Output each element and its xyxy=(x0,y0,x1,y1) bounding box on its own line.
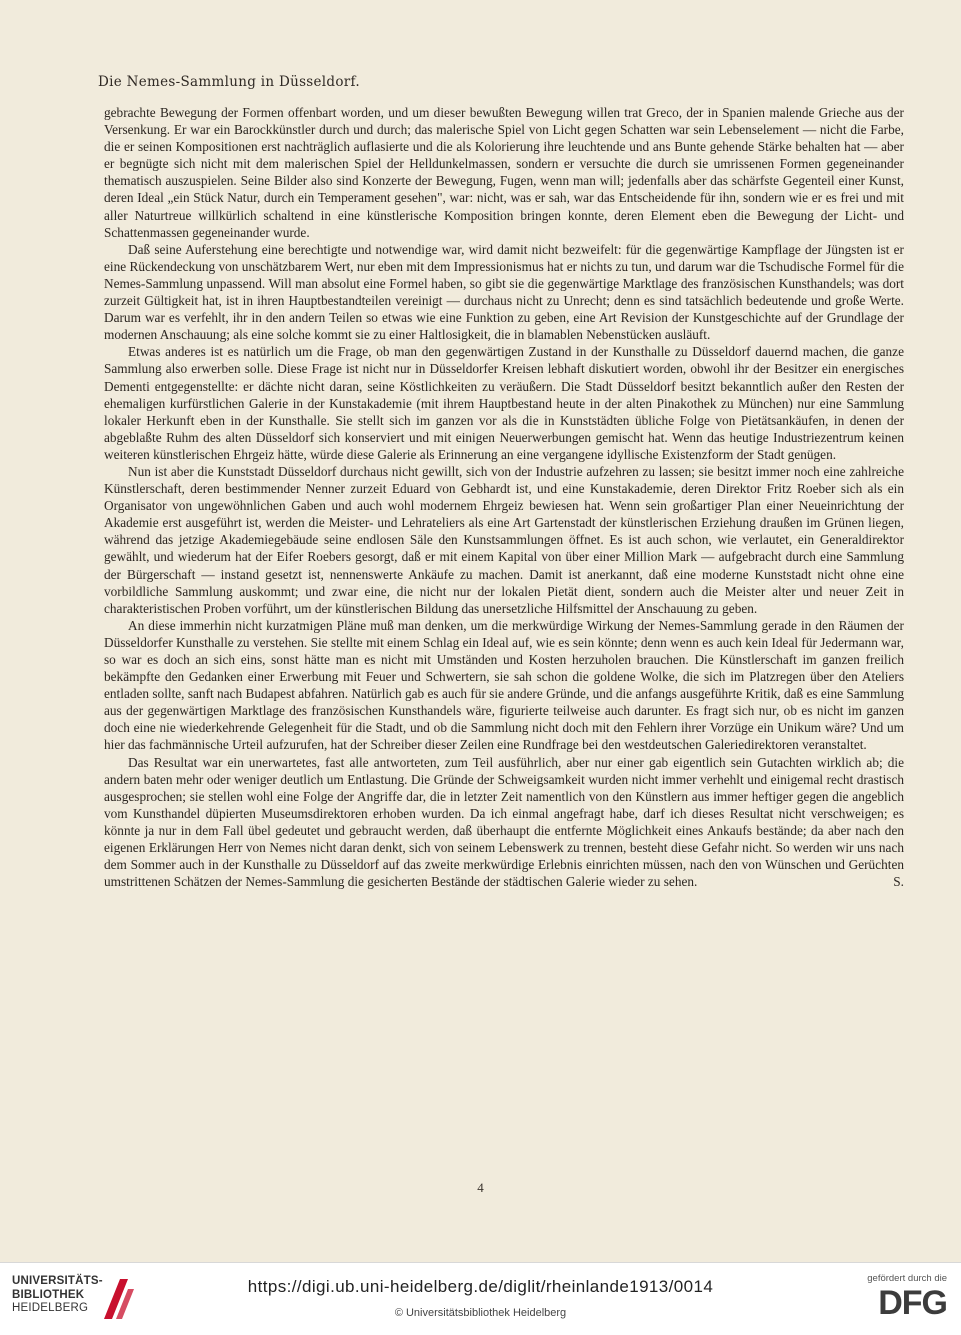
paragraph-1: gebrachte Bewegung der Formen offenbart worden, und um dieser bewußten Bewegung willen trat Greco, der in Spanien malende Grieche aus der Versenkung. Er war ein Barockkünstler durch und durch; das malerische Spiel von Licht gegen Schatten war sein Lebenselement — nicht die Farbe, die er seinen Kompositionen erst nachträglich auflasierte und die als Kolorierung ihre leuchtende und ans Bunte gehende Stärke behalten hat — aber er begnügte sich nicht mit dem malerischen Spiel der Helldunkelmassen, sondern er versuchte die durch sie umrissenen Formen gegeneinander thematisch auszuspielen. Seine Bilder also sind Konzerte der Bewegung, Fugen, wenn man will; jedenfalls aber das schärfste Gegenteil einer Kunst, deren Ideal „ein Stück Natur, durch ein Temperament gesehen", war: nicht, was er sah, war das Entscheidende für ihn, sondern wie er es frei und mit aller Naturtreue willkürlich schaltend in eine künstlerische Komposition bringen konnte, deren Element eben die Bewegung der Licht- und Schattenmassen gegeneinander wurde. xyxy=(104,105,904,240)
paragraph-4: Nun ist aber die Kunststadt Düsseldorf durchaus nicht gewillt, sich von der Industrie aufzehren zu lassen; sie besitzt immer noch eine zahlreiche Künstlerschaft, deren bestimmender Nenner zurzeit Eduard von Gebhardt ist, und eine Kunstakademie, deren Direktor Fritz Roeber sich als ein Organisator von ungewöhnlichen Gaben und auch wohl modernem Ehrgeiz bewiesen hat. Wenn sein großartiger Plan einer Neueinrichtung der Akademie erst ausgeführt ist, werden die Meister- und Lehrateliers als eine Art Gartenstadt der künstlerischen Erziehung draußen im Grünen liegen, während das jetzige Akademiegebäude seine endlosen Säle den Kunstsammlungen öffnet. Es ist auch schon, wie verlautet, ein Generaldirektor gewählt, und wiederum hat der Eifer Roebers gesorgt, daß er mit einem Kapital von über einer Million Mark — aufgebracht durch eine Sammlung der Bürgerschaft — instand gesetzt ist, nennenswerte Ankäufe zu machen. Damit ist anerkannt, daß eine moderne Kunststadt nicht ohne eine vorbildliche Sammlung auskommt; und zwar eine, die nicht nur der lokalen Pietät dient, sondern auch die Meister alter und neuer Zeit in charakteristischen Proben vorführt, um der künstlerischen Bildung das unersetzliche Hilfsmittel der Anschauung zu geben. xyxy=(104,463,904,616)
paragraph-3: Etwas anderes ist es natürlich um die Frage, ob man den gegenwärtigen Zustand in der Kunsthalle zu Düsseldorf dauernd machen, die ganze Sammlung also erwerben solle. Diese Frage ist nicht nur in Düsseldorfer Kreisen lebhaft diskutiert worden, obwohl ihr der Besitzer ein energisches Dementi entgegenstellte: er dächte nicht daran, seine Köstlichkeiten zu veräußern. Die Stadt Düsseldorf besitzt bekanntlich außer den Resten der ehemaligen kurfürstlichen Galerie in der Kunstakademie (mit ihrem Hauptbestand heute in der alten Pinakothek zu München) nur eine Sammlung lokaler Herkunft eben in der Kunsthalle. Sie stellt sich im ganzen vor als die in Kunststädten übliche Folge von Pietätsankäufen, in denen der abgeblaßte Ruhm des alten Düsseldorf sich konserviert und mit einigen Neuerwerbungen gemischt hat. Wenn das heutige Industriezentrum keinen weiteren künstlerischen Ehrgeiz hätte, würde diese Galerie als Erinnerung an eine vergangene idyllische Existenzform der Stadt genügen. xyxy=(104,344,904,462)
logo-line-3: HEIDELBERG xyxy=(12,1302,89,1314)
dfg-logo-text: DFG xyxy=(878,1284,947,1322)
article-body xyxy=(104,104,904,890)
paragraph-2: Daß seine Auferstehung eine berechtigte und notwendige war, wird damit nicht bezweifelt: für die gegenwärtige Kampflage der Jüngsten ist er eine Rückendeckung von unschätzbarem Wert, nur eben mit dem Impressionismus hat er nichts zu tun, und darum war die Tschudische Formel für die Nemes-Sammlung unpassend. Will man absolut eine Formel haben, so gibt sie die gegenwärtige Marktlage des französischen Kunsthandels; was dort zurzeit Gültigkeit hat, ist in ihren Hauptbestandteilen vereinigt — durchaus nicht zu Unrecht; denn es sind tatsächlich bedeutende und große Werte. Darum war es verfehlt, ihr in den andern Teilen so etwas wie eine Funktion zu geben, eine Art Revision der Kunstgeschichte auf der Grundlage der modernen Anschauung; als eine solche kommt sie zu einer Haltlosigkeit, die in blamablen Nebenstücken ausläuft. xyxy=(104,241,904,343)
copyright-notice: © Universitätsbibliothek Heidelberg xyxy=(394,1307,567,1319)
permalink-url[interactable]: https://digi.ub.uni-heidelberg.de/diglit/rheinlande1913/0014 xyxy=(247,1277,714,1296)
paragraph-6 xyxy=(104,754,904,891)
author-signature: S. xyxy=(893,874,904,890)
paragraph-5: An diese immerhin nicht kurzatmigen Pläne muß man denken, um die merkwürdige Wirkung der Nemes-Sammlung gerade in den Räumen der Düsseldorfer Kunsthalle zu verstehen. Sie stellte mit einem Schlag ein Ideal auf, wie es sein könnte; denn wenn es auch kein Ideal für Jedermann war, so war es doch an sich eins, sonst hätte man es nicht mit Umständen und Kosten herzuholen brauchen. Die Künstlerschaft im ganzen freilich bekämpfte den Gedanken einer Erwerbung mit Feuer und Schwertern, sie sah schon die goldene Wolke, die sich im Platzregen über den Ateliers entladen sollte, sanft nach Budapest abfahren. Natürlich gab es auch für sie andere Gründe, und die anfangs ausgeführte Kritik, daß es eine Sammlung aus der gegenwärtigen Marktlage des französischen Kunsthandels wäre, figurierte teilweise auch darunter. Es fragt sich nur, ob es nicht im ganzen doch eine nie wiederkehrende Gelegenheit für die Stadt, und ob die Sammlung nicht doch mit den Fehlern ihrer Vorzüge ein Unikum wäre? Und um hier das fachmännische Urteil aufzurufen, hat der Schreiber dieser Zeilen eine Rundfrage bei den westdeutschen Galeriedirektoren veranstaltet. xyxy=(104,617,904,753)
logo-line-1: UNIVERSITÄTS- xyxy=(12,1275,103,1287)
dfg-funding-logo[interactable] xyxy=(852,1273,947,1327)
page-number: 4 xyxy=(477,1180,484,1195)
paragraph-6-text: Das Resultat war ein unerwartetes, fast alle antworteten, zum Teil ausführlich, aber nur einer gab eigentlich sein Gutachten wirklich ab; die andern baten mehr oder weniger deutlich um Entlastung. Die Gründe der Schweigsamkeit wurden nicht immer verhehlt und einigemal recht drastisch ausgesprochen; sie stellen wohl eine Folge der Angriffe dar, die in letzter Zeit namentlich von den Künstlern aus immer heftiger gegen die angeblich vom Kunsthandel düpierten Museumsdirektoren erhoben wurden. Da ich einmal angefragt habe, darf ich dieses Resultat nicht verschweigen; es könnte ja nur in dem Fall übel gedeutet und gebraucht werden, daß überhaupt die entfernte Möglichkeit eines Ankaufs bestände; da aber nach den eigenen Erklärungen Herr von Nemes nicht daran denkt, sich von seinem Lebenswerk zu trennen, besteht diese Gefahr nicht. So werden wir uns nach dem Sommer auch in der Kunsthalle zu Düsseldorf auf das zweite merkwürdige Erlebnis einrichten müssen, nach den von Wünschen und Gerüchten umstrittenen Schätzen der Nemes-Sammlung die gesicherten Bestände der städtischen Galerie wieder zu sehen. xyxy=(104,754,904,890)
running-head: Die Nemes-Sammlung in Düsseldorf. xyxy=(98,74,360,90)
viewer-footer xyxy=(0,1262,961,1335)
funding-caption: gefördert durch die xyxy=(867,1273,947,1284)
logo-line-2: BIBLIOTHEK xyxy=(12,1288,85,1301)
